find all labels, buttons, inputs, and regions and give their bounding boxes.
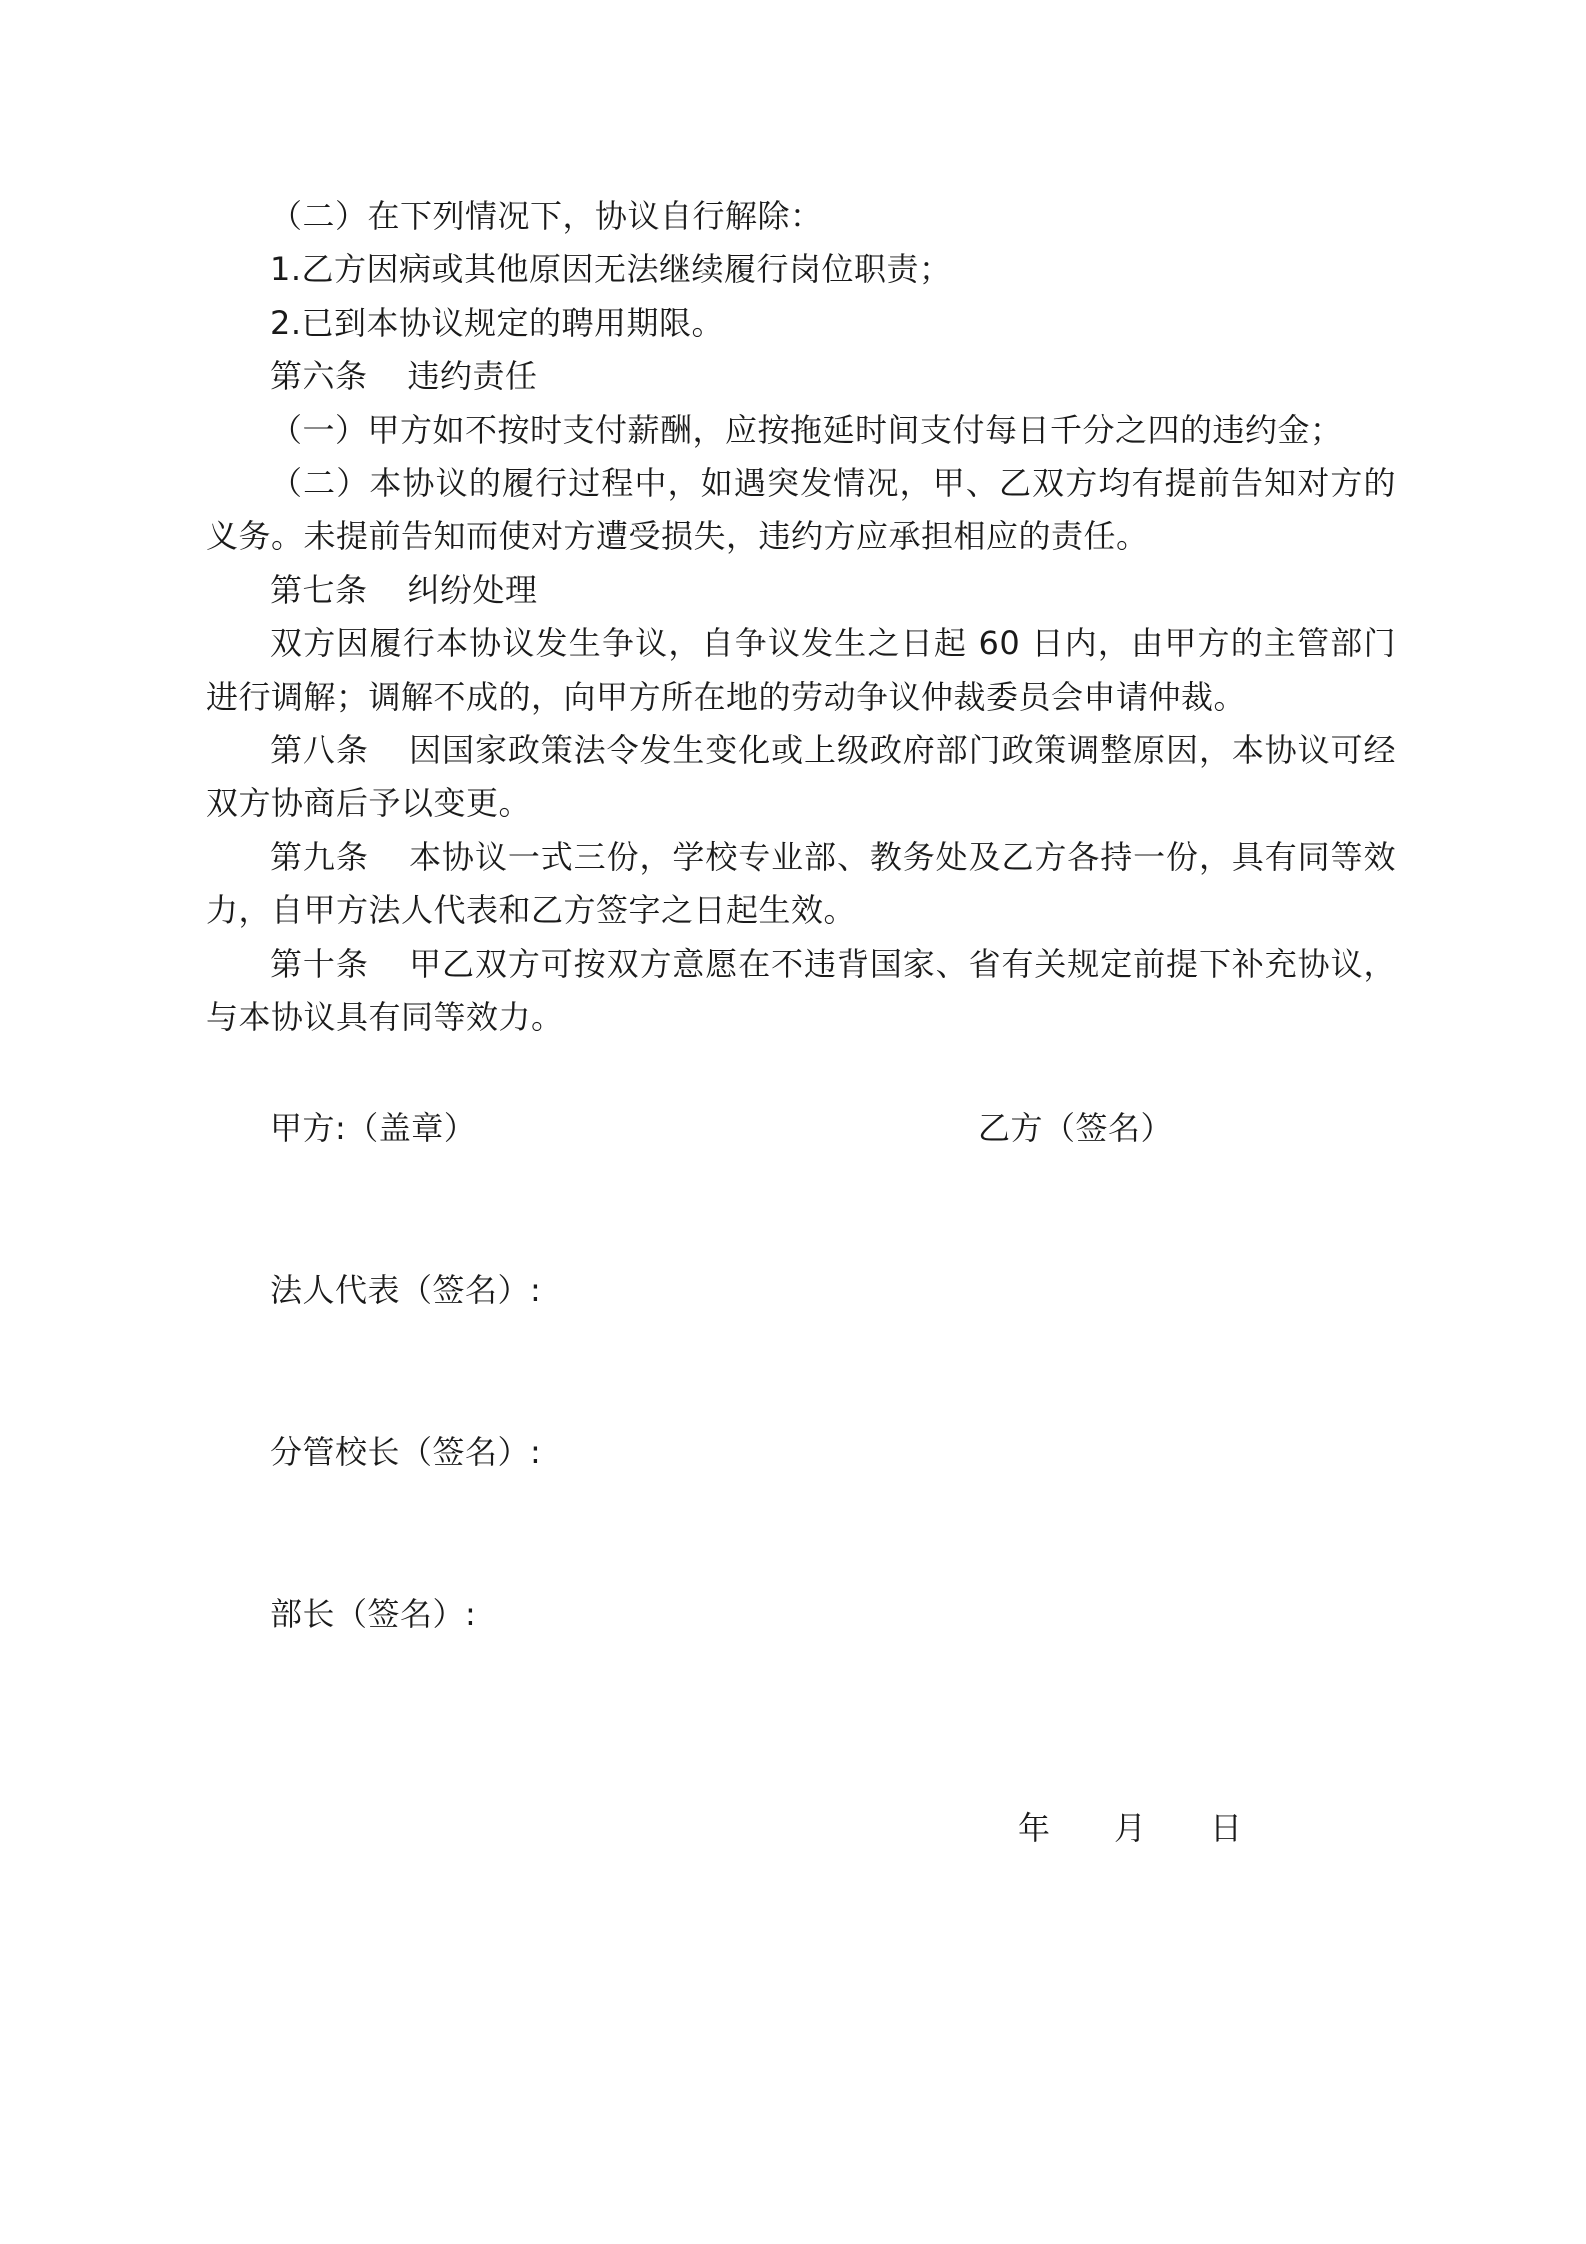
article-7-number: 第七条 — [270, 570, 368, 609]
article-6-item-1: （一）甲方如不按时支付薪酬，应按拖延时间支付每日千分之四的违约金； — [270, 410, 1343, 449]
article-6-title: 违约责任 — [407, 357, 538, 396]
clause-dissolution-item-2: 2.已到本协议规定的聘用期限。 — [270, 303, 725, 342]
article-6-number: 第六条 — [270, 357, 368, 396]
article-8 — [206, 724, 1396, 831]
clause-dissolution-heading: （二）在下列情况下，协议自行解除： — [270, 197, 823, 235]
article-9-number: 第九条 — [270, 837, 369, 876]
article-10 — [206, 938, 1396, 1045]
clause-dissolution-item-1: 1.乙方因病或其他原因无法继续履行岗位职责； — [270, 250, 952, 289]
date-day-label: 日 — [1210, 1809, 1243, 1847]
article-8-number: 第八条 — [270, 731, 369, 770]
article-7-body: 双方因履行本协议发生争议，自争议发生之日起 60 日内，由甲方的主管部门进行调解；调解不成的，向甲方所在地的劳动争议仲裁委员会申请仲裁。 — [206, 624, 1396, 716]
article-6-item-2: （二）本协议的履行过程中，如遇突发情况，甲、乙双方均有提前告知对方的义务。未提前告知而使对方遭受损失，违约方应承担相应的责任。 — [206, 464, 1396, 556]
date-month-label: 月 — [1114, 1809, 1147, 1847]
agreement-body — [206, 190, 1396, 1045]
date-year-label: 年 — [1018, 1809, 1051, 1847]
signing-date — [1018, 1808, 1242, 1848]
legal-representative-signature-label: 法人代表（签名）: — [270, 1271, 542, 1309]
vice-principal-signature-label: 分管校长（签名）: — [270, 1433, 542, 1471]
party-b-signature-label: 乙方（签名） — [978, 1109, 1174, 1147]
article-7-heading — [206, 564, 1396, 617]
minister-signature-label: 部长（签名）: — [270, 1595, 477, 1633]
article-9-text: 本协议一式三份，学校专业部、教务处及乙方各持一份，具有同等效力，自甲方法人代表和乙方签字之日起生效。 — [206, 837, 1396, 930]
article-8-text: 因国家政策法令发生变化或上级政府部门政策调整原因，本协议可经双方协商后予以变更。 — [206, 731, 1396, 823]
article-6-heading — [206, 350, 1396, 403]
article-9 — [206, 831, 1396, 938]
article-10-number: 第十条 — [270, 944, 369, 983]
party-a-seal-label: 甲方:（盖章） — [270, 1109, 477, 1147]
article-10-text: 甲乙双方可按双方意愿在不违背国家、省有关规定前提下补充协议，与本协议具有同等效力。 — [206, 944, 1396, 1037]
article-7-title: 纠纷处理 — [407, 570, 538, 609]
